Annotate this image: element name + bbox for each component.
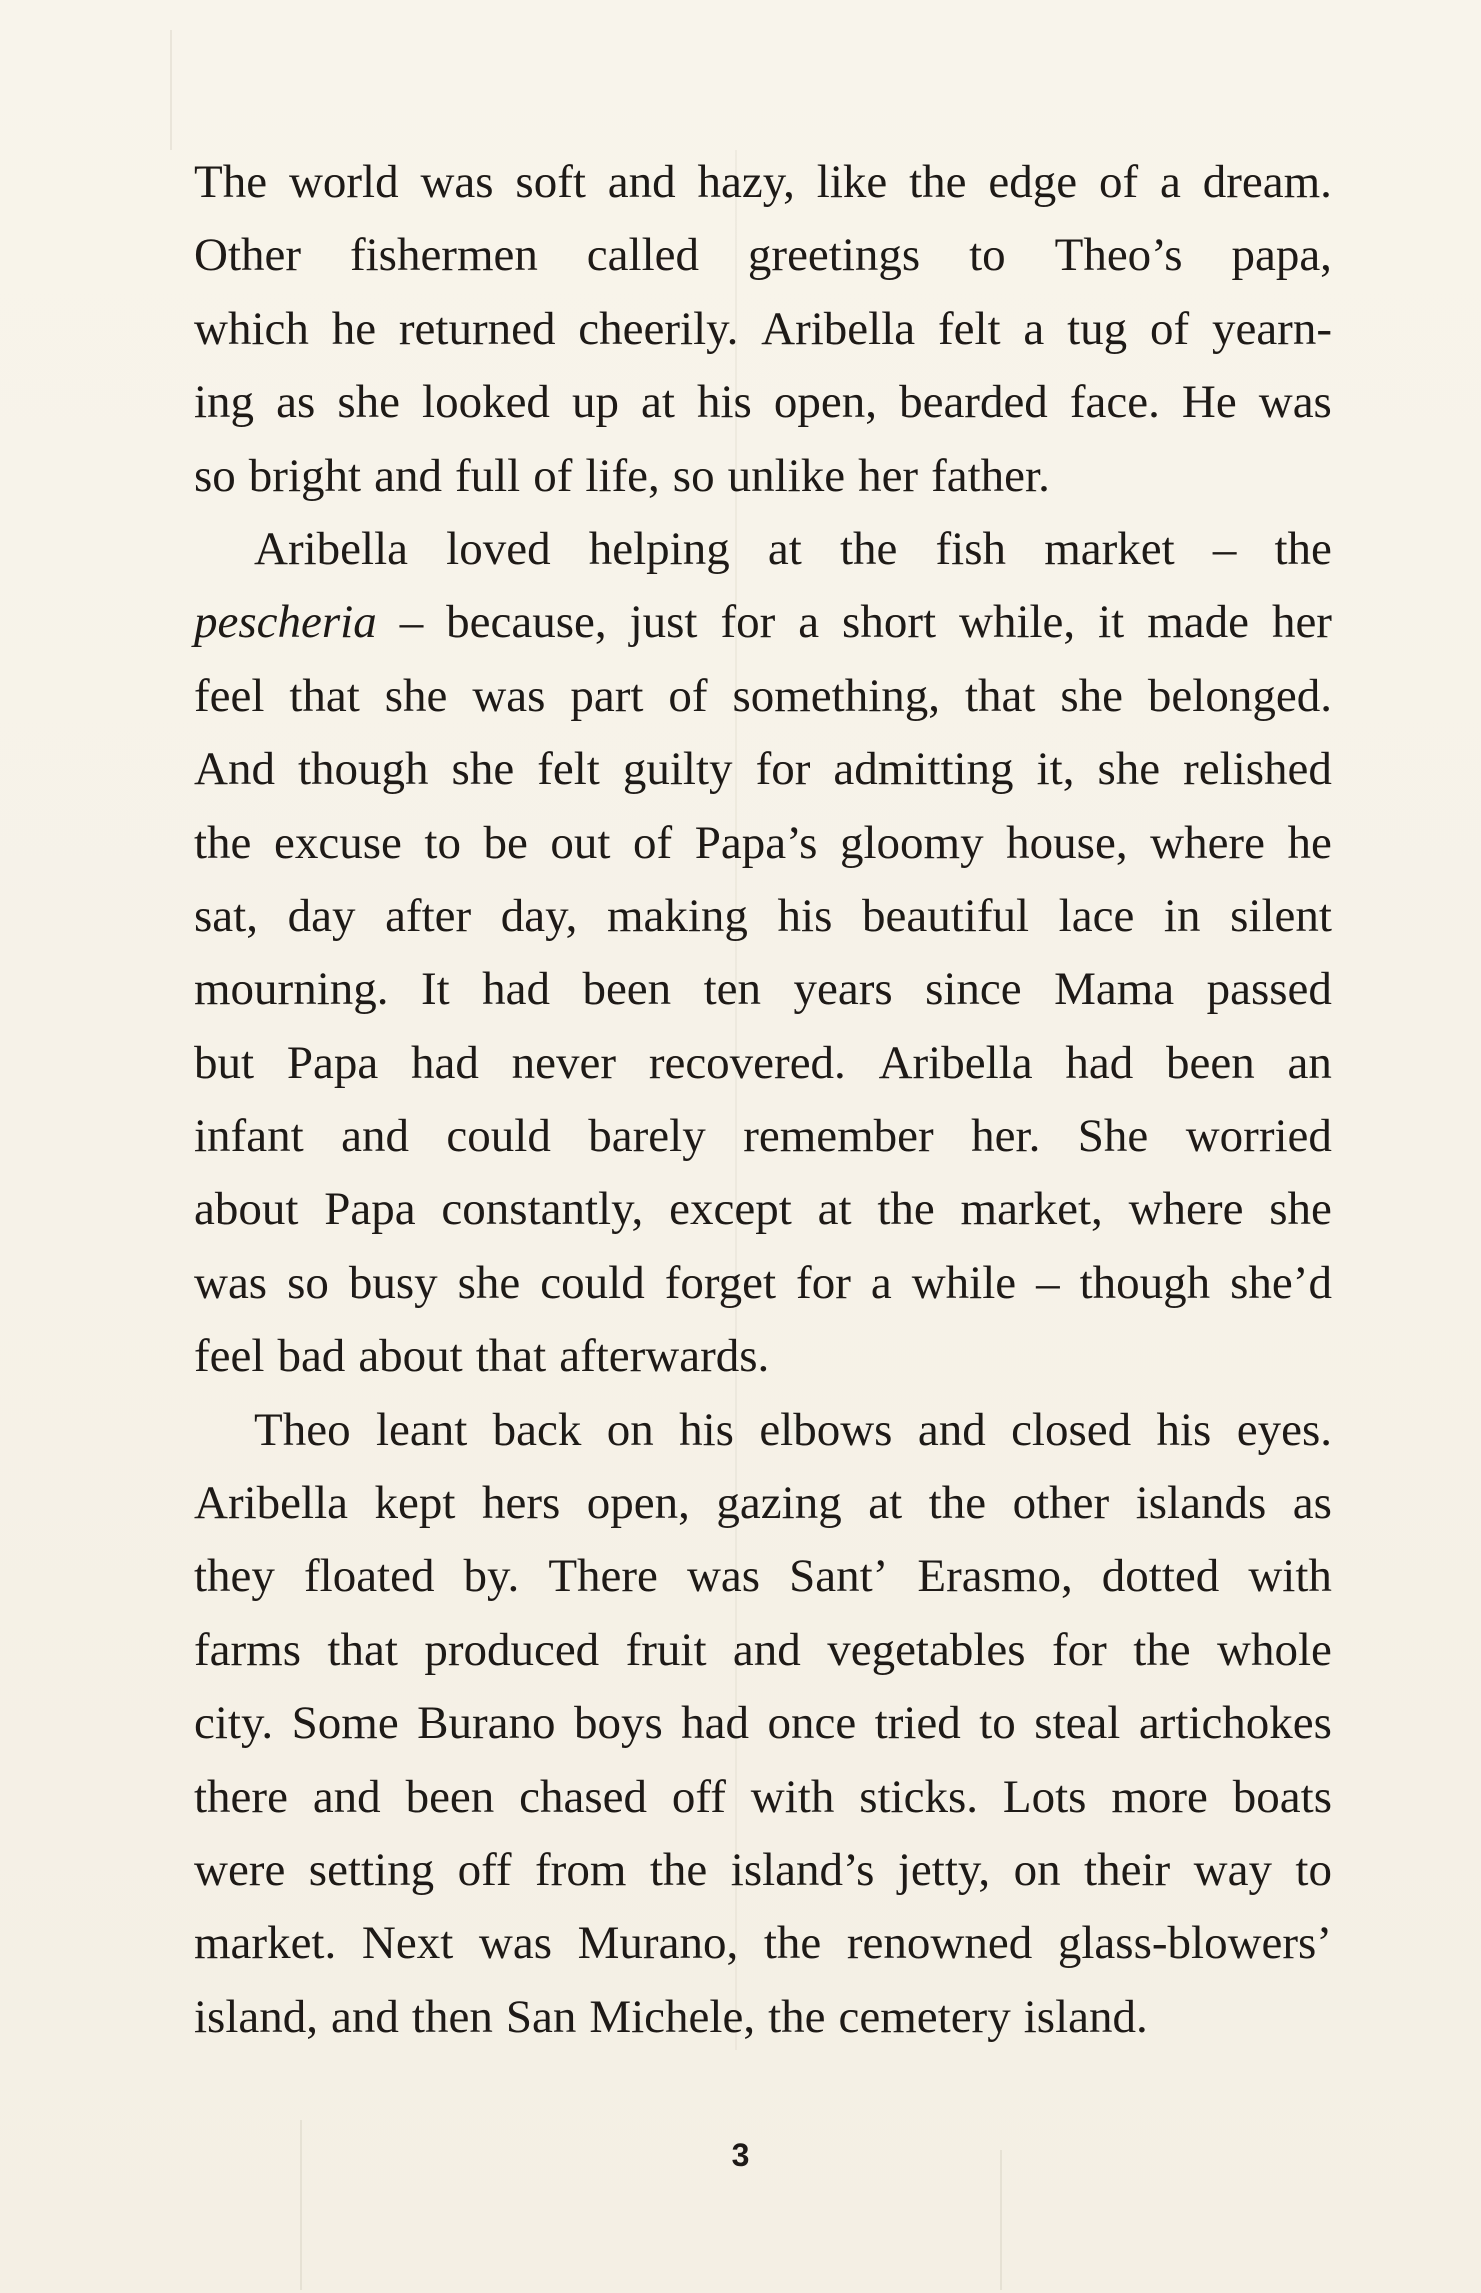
text-line: was so busy she could forget for a while – though she’d	[194, 1256, 1332, 1309]
text-line: pescheria – because, just for a short while, it made her	[194, 596, 1332, 649]
paragraph	[194, 513, 1332, 1394]
text-line: farms that produced fruit and vegetables for the whole	[194, 1623, 1332, 1676]
paragraph	[194, 1394, 1332, 2055]
text-line: feel that she was part of something, that she belonged.	[194, 669, 1332, 722]
text-line: so bright and full of life, so unlike her father.	[194, 449, 1050, 502]
text-line: Theo leant back on his elbows and closed his eyes.	[254, 1403, 1332, 1456]
scan-artifact	[170, 30, 172, 150]
text-line: sat, day after day, making his beautiful lace in silent	[194, 889, 1332, 942]
text-line: ing as she looked up at his open, bearded face. He was	[194, 376, 1332, 429]
text-line: The world was soft and hazy, like the edge of a dream.	[194, 156, 1332, 208]
text-line: mourning. It had been ten years since Mama passed	[194, 963, 1332, 1016]
body-text	[194, 146, 1332, 2054]
text-line: Aribella loved helping at the fish market – the	[254, 522, 1332, 575]
page-number: 3	[731, 2137, 750, 2173]
text-line: about Papa constantly, except at the market, where she	[194, 1183, 1332, 1236]
text-line: infant and could barely remember her. She worried	[194, 1110, 1332, 1163]
text-line: island, and then San Michele, the cemetery island.	[194, 1990, 1148, 2043]
text-line: were setting off from the island’s jetty, on their way to	[194, 1843, 1332, 1896]
text-line: city. Some Burano boys had once tried to steal artichokes	[194, 1697, 1332, 1750]
text-line: they floated by. There was Sant’ Erasmo, dotted with	[194, 1550, 1332, 1603]
text-line: And though she felt guilty for admitting it, she relished	[194, 743, 1332, 796]
text-line: feel bad about that afterwards.	[194, 1330, 770, 1383]
text-line: there and been chased off with sticks. Lots more boats	[194, 1770, 1332, 1823]
text-line: Aribella kept hers open, gazing at the other islands as	[194, 1477, 1332, 1530]
paragraph	[194, 146, 1332, 513]
text-line: Other fishermen called greetings to Theo’s papa,	[194, 229, 1332, 282]
text-line: but Papa had never recovered. Aribella had been an	[194, 1036, 1332, 1089]
text-line: the excuse to be out of Papa’s gloomy house, where he	[194, 816, 1332, 869]
text-line: which he returned cheerily. Aribella felt a tug of yearn-	[194, 302, 1332, 355]
text-line: market. Next was Murano, the renowned glass-blowers’	[194, 1917, 1332, 1970]
